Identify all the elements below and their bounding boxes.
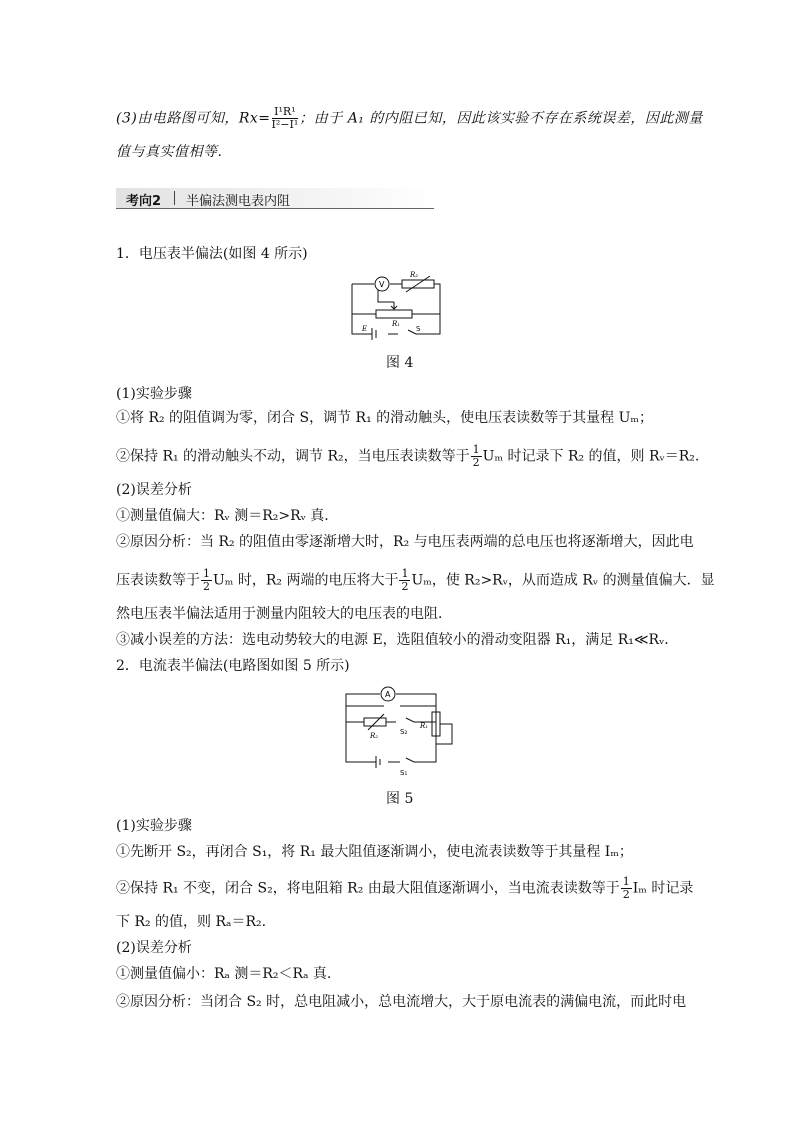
- fraction-numerator: 1: [203, 567, 210, 580]
- section-tag: 考向2: [126, 194, 162, 209]
- fraction-half: [399, 568, 410, 593]
- s1-label: S₁: [400, 769, 408, 777]
- paragraph-text: ②保持 R₁ 的滑动触头不动，调节 R₂，当电压表读数等于: [116, 448, 470, 465]
- paragraph-line: [116, 875, 694, 901]
- paragraph-line: 1．电压表半偏法(如图 4 所示): [116, 246, 308, 262]
- fraction-denominator: I²−I¹: [271, 118, 299, 131]
- circuit-diagram-fig4: [346, 268, 448, 342]
- paragraph-text: Uₘ 时，R₂ 两端的电压将大于: [213, 572, 399, 589]
- paragraph-line: 值与真实值相等.: [116, 144, 223, 160]
- paragraph-line: (2)误差分析: [116, 482, 192, 498]
- paragraph-line: ①将 R₂ 的阻值调为零，闭合 S，调节 R₁ 的滑动触头，使电压表读数等于其量程 Uₘ；: [116, 410, 653, 426]
- r1-label: R₁: [420, 722, 429, 730]
- section-header: [116, 188, 434, 210]
- paragraph-line: ①测量值偏大：Rᵥ 测＝R₂>Rᵥ 真.: [116, 508, 329, 524]
- fraction-denominator: 2: [203, 580, 210, 593]
- paragraph-line: [116, 443, 700, 469]
- formula-subscript: x=: [249, 110, 271, 127]
- fraction-half: [621, 876, 632, 901]
- voltmeter-label: V: [379, 280, 385, 289]
- paragraph-line: 然电压表半偏法适用于测量内阻较大的电压表的电阻．: [116, 606, 452, 622]
- r2-label: R₂: [370, 732, 379, 740]
- figure-caption: 图 5: [386, 791, 414, 807]
- paragraph-line: ③减小误差的方法：选电动势较大的电源 E，选阻值较小的滑动变阻器 R₁，满足 R₁≪Rᵥ.: [116, 632, 669, 648]
- formula-intro: (3)由电路图可知，R: [116, 110, 250, 127]
- r1-label: R₁: [392, 320, 401, 328]
- figure-caption: 图 4: [386, 355, 414, 371]
- paragraph-line: [116, 105, 703, 131]
- paragraph-text: Uₘ 时记录下 R₂ 的值，则 Rᵥ＝R₂.: [482, 448, 700, 465]
- paragraph-line: [116, 567, 715, 593]
- ammeter-label: A: [385, 690, 391, 699]
- circuit-diagram-fig5: [340, 682, 458, 778]
- fraction-numerator: 1: [622, 875, 630, 888]
- r2-label: R₂: [410, 271, 419, 279]
- fraction-half: [471, 444, 482, 469]
- emf-label: E: [362, 325, 368, 333]
- s2-label: S₂: [400, 728, 408, 736]
- paragraph-line: 下 R₂ 的值，则 Rₐ＝R₂.: [116, 914, 267, 930]
- paragraph-line: (2)误差分析: [116, 940, 192, 956]
- switch-label: S: [416, 325, 421, 333]
- paragraph-line: ②原因分析：当闭合 S₂ 时，总电阻减小，总电流增大，大于原电流表的满偏电流，而此时电: [116, 994, 687, 1010]
- fraction-numerator: 1: [401, 567, 409, 580]
- section-title: 半偏法测电表内阻: [186, 194, 291, 209]
- paragraph-text: Uₘ，使 R₂>Rᵥ，从而造成 Rᵥ 的测量值偏大．显: [411, 572, 715, 589]
- paragraph-text: Iₘ 时记录: [632, 880, 694, 897]
- paragraph-line: ①测量值偏小：Rₐ 测＝R₂＜Rₐ 真.: [116, 966, 332, 982]
- fraction-numerator: 1: [472, 443, 480, 456]
- paragraph-text: ②保持 R₁ 不变，闭合 S₂，将电阻箱 R₂ 由最大阻值逐渐调小，当电流表读数等于: [116, 880, 620, 897]
- paragraph-line: ①先断开 S₂，再闭合 S₁，将 R₁ 最大阻值逐渐调小，使电流表读数等于其量程 Iₘ；: [116, 844, 633, 860]
- section-divider: [174, 191, 175, 205]
- paragraph-line: (1)实验步骤: [116, 386, 192, 402]
- fraction-denominator: 2: [472, 456, 480, 469]
- fraction-denominator: 2: [401, 580, 409, 593]
- paragraph-text: 压表读数等于: [116, 572, 200, 589]
- fraction-numerator: I¹R¹: [272, 106, 299, 119]
- paragraph-line: ②原因分析：当 R₂ 的阻值由零逐渐增大时，R₂ 与电压表两端的总电压也将逐渐增大，因此电: [116, 534, 694, 550]
- paragraph-line: (1)实验步骤: [116, 818, 192, 834]
- fraction-half: [201, 568, 212, 593]
- paragraph-line: 2．电流表半偏法(电路图如图 5 所示): [116, 658, 350, 674]
- paragraph-text: ；由于 A₁ 的内阻已知，因此该实验不存在系统误差，因此测量: [299, 110, 703, 127]
- formula-fraction: [272, 106, 299, 131]
- fraction-denominator: 2: [622, 888, 630, 901]
